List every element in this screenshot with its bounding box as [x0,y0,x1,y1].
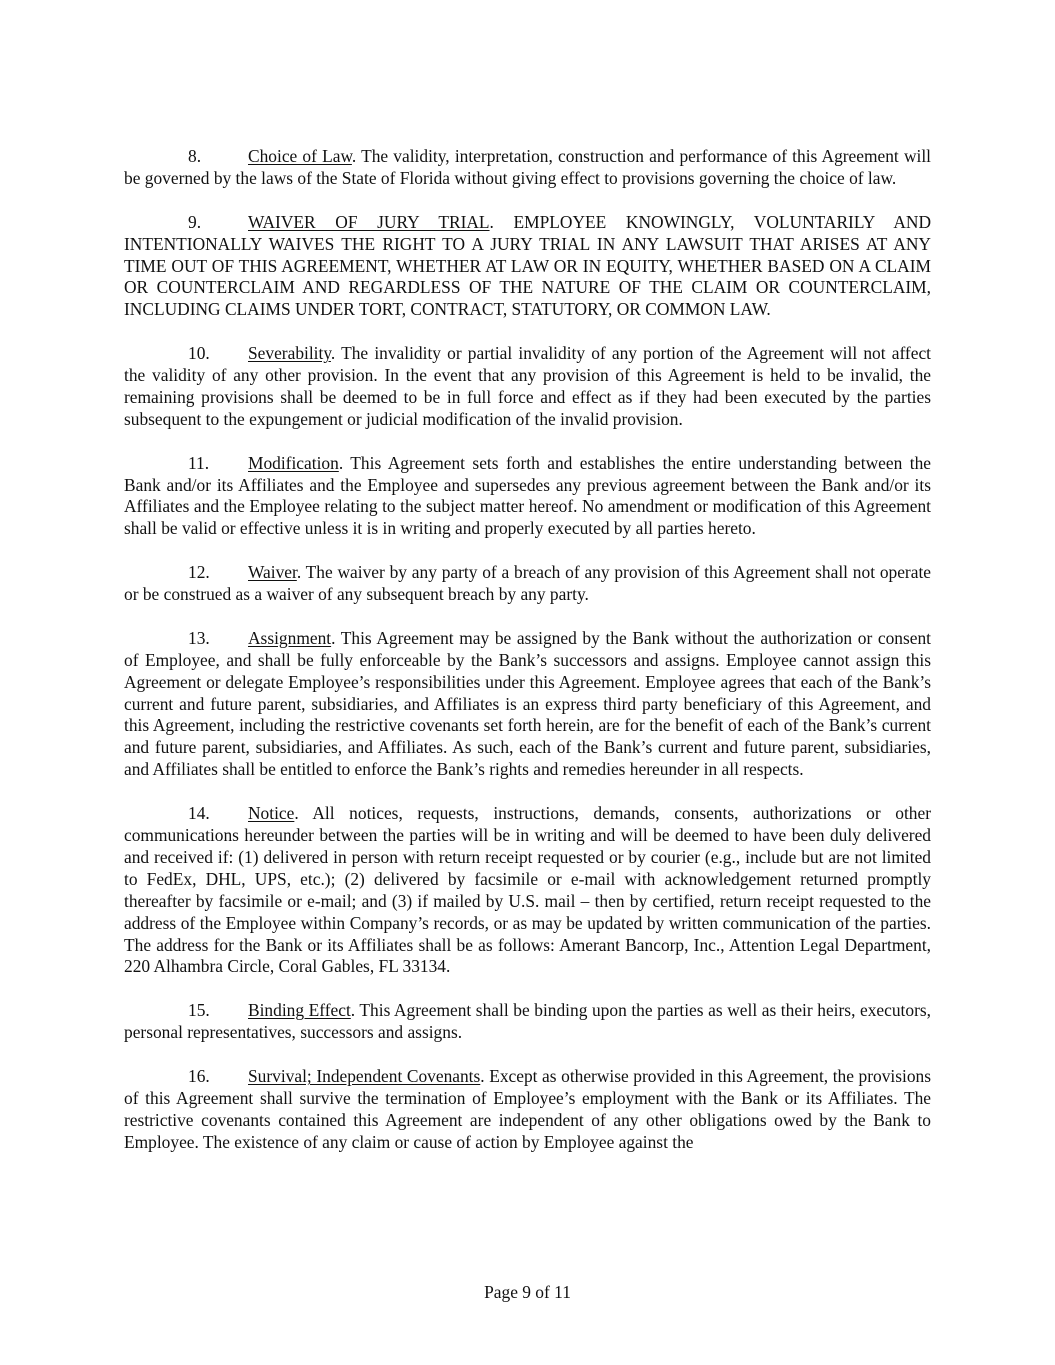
section-heading: Severability [248,343,331,364]
page-number-footer: Page 9 of 11 [484,1282,571,1302]
section-choice-of-law [124,146,931,190]
section-modification [124,453,931,541]
section-heading: Choice of Law [248,146,352,166]
section-body: . This Agreement shall be binding upon the parties as well as their heirs, executors, personal representatives, successors and assigns. [124,1000,931,1043]
section-number: 15. [188,1000,210,1021]
section-body: . This Agreement sets forth and establishes the entire understanding between the Bank and/or its Affiliates and the Employee and supersedes any previous agreement between the Bank and/or its Affiliates and the Employee relating to the subject matter hereof. No amendment or modification of this Agreement shall be valid or effective unless it is in writing and properly executed by all parties hereto. [124,452,931,539]
section-waiver [124,562,931,606]
section-number: 12. [188,562,210,583]
section-heading: Modification [248,452,339,473]
section-number: 9. [188,211,202,232]
section-number: 11. [188,452,210,473]
section-number: 8. [188,146,202,166]
section-survival-independent-covenants [124,1066,931,1154]
section-body: . All notices, requests, instructions, demands, consents, authorizations or other communications hereunder between the parties will be in writing and will be deemed to have been duly delivered and received if: (1) delivered in person with return receipt requested or by courier (e.g., include but are not limited to FedEx, DHL, UPS, etc.); (2) delivered by facsimile or e-mail with acknowledgement returned promptly thereafter by facsimile or e-mail; and (3) if mailed by U.S. mail – then by certified, return receipt requested to the address of the Employee within Company’s records, or as may be updated by written communication of the parties. The address for the Bank or its Affiliates shall be as follows: Amerant Bancorp, Inc., Attention Legal Department, 220 Alhambra Circle, Coral Gables, FL 33134. [124,803,931,977]
section-assignment [124,628,931,781]
section-severability [124,343,931,431]
section-notice [124,803,931,978]
section-heading: Assignment [248,627,332,648]
section-body: . This Agreement may be assigned by the Bank without the authorization or consent of Employee, and shall be fully enforceable by the Bank’s successors and assigns. Employee cannot assign this Agreement or delegate Employee’s responsibilities under this Agreement. Employee agrees that each of the Bank’s current and future parent, subsidiaries, and Affiliates is an express third party beneficiary of this Agreement, and this Agreement, including the restrictive covenants set forth herein, are for the benefit of each of the Bank’s current and future parent, subsidiaries, and Affiliates. As such, each of the Bank’s current and future parent, subsidiaries, and Affiliates shall be entitled to enforce the Bank’s rights and remedies hereunder in all respects. [124,627,931,780]
section-number: 14. [188,803,210,824]
section-body: . EMPLOYEE KNOWINGLY, VOLUNTARILY AND INTENTIONALLY WAIVES THE RIGHT TO A JURY TRIAL IN ANY LAWSUIT THAT ARISES AT ANY TIME OUT OF THIS AGREEMENT, WHETHER AT LAW OR IN EQUITY, WHETHER BASED ON A CLAIM OR COUNTERCLAIM AND REGARDLESS OF THE NATURE OF THE CLAIM OR COUNTERCLAIM, INCLUDING CLAIMS UNDER TORT, CONTRACT, STATUTORY, OR COMMON LAW. [124,211,931,320]
section-heading: Survival; Independent Covenants [248,1065,481,1086]
section-waiver-of-jury-trial [124,212,931,322]
section-body: . Except as otherwise provided in this Agreement, the provisions of this Agreement shall survive the termination of Employee’s employment with the Bank or its Affiliates. The restrictive covenants contained this Agreement are independent of any other obligations owed by the Bank to Employee. The existence of any claim or cause of action by Employee against the [124,1065,931,1152]
section-body: . The validity, interpretation, construction and performance of this Agreement will be governed by the laws of the State of Florida without giving effect to provisions governing the choice of law. [124,146,931,188]
section-number: 16. [188,1065,210,1086]
section-number: 10. [188,343,210,364]
document-page [124,146,931,1175]
section-heading: Waiver [248,562,297,583]
section-heading: WAIVER OF JURY TRIAL [248,211,490,232]
section-heading: Notice [248,803,295,824]
section-binding-effect [124,1000,931,1044]
section-body: . The waiver by any party of a breach of any provision of this Agreement shall not operate or be construed as a waiver of any subsequent breach by any party. [124,562,931,605]
section-heading: Binding Effect [248,1000,351,1021]
section-body: . The invalidity or partial invalidity of any portion of the Agreement will not affect the validity of any other provision. In the event that any provision of this Agreement is held to be invalid, the remaining provisions shall be deemed to be in full force and effect as if they had been executed by the parties subsequent to the expungement or judicial modification of the invalid provision. [124,343,931,429]
section-number: 13. [188,627,210,648]
